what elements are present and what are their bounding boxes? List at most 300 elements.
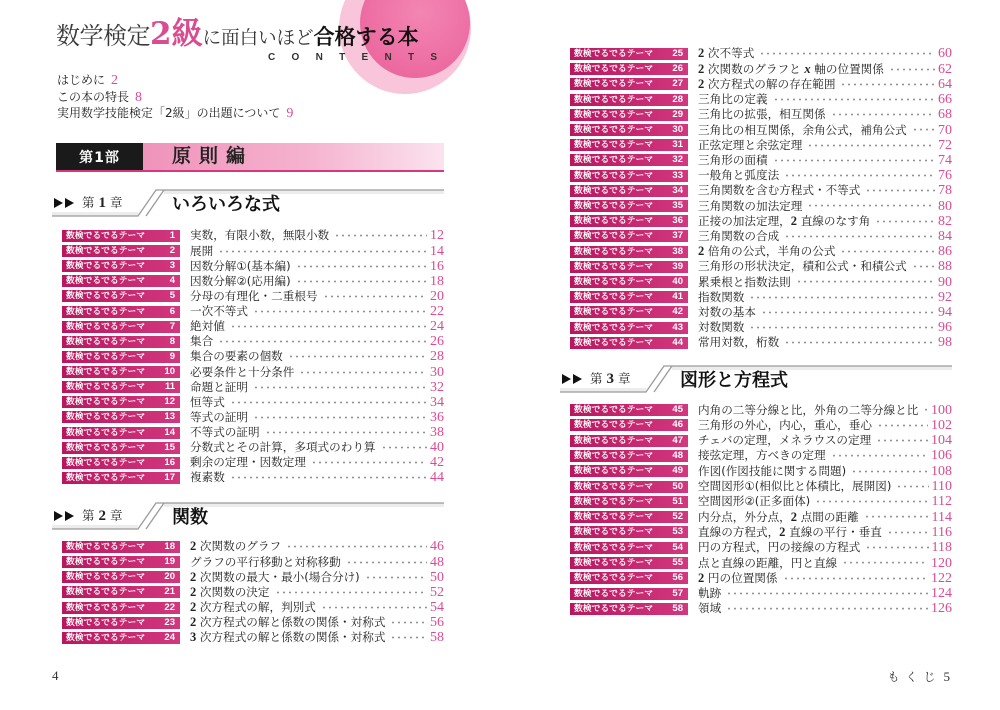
theme-badge-label: 数検でるでるテーマ [66,382,146,393]
theme-badge-label: 数検でるでるテーマ [66,306,146,317]
chapter-prefix: 第 [82,195,95,210]
dot-leader [390,630,427,645]
theme-page-number: 86 [938,244,952,260]
theme-number: 32 [672,154,683,166]
theme-row [62,319,444,334]
theme-page-number: 12 [430,228,444,244]
theme-number: 53 [672,526,683,538]
theme-badge-label: 数検でるでるテーマ [574,573,654,584]
theme-number: 25 [672,47,683,59]
theme-title: 集合 [190,334,214,349]
theme-title: 三角関数の加法定理 [698,198,803,213]
theme-number: 18 [164,540,175,552]
theme-badge-label: 数検でるでるテーマ [574,109,654,120]
theme-badge [570,230,688,242]
front-matter-list [57,72,293,122]
theme-title: 累乗根と指数法則 [698,274,791,289]
theme-title: 2 次関数の最大・最小(場合分け) [190,569,360,584]
theme-page-number: 30 [430,364,444,380]
theme-page-number: 120 [931,555,952,571]
theme-title: 集合の要素の個数 [190,349,283,364]
theme-title: 分母の有理化・二重根号 [190,288,318,303]
theme-number: 35 [672,200,683,212]
theme-row [570,153,952,168]
dot-leader [296,259,427,274]
theme-row [570,509,952,524]
dot-leader [218,334,427,349]
theme-title: 2 次関数のグラフと x 軸の位置関係 [698,61,884,76]
dot-leader [876,433,928,448]
theme-badge-label: 数検でるでるテーマ [66,587,146,598]
theme-number: 56 [672,572,683,584]
theme-title: 恒等式 [190,394,225,409]
theme-page-number: 50 [430,569,444,585]
theme-badge [570,404,688,416]
theme-badge [570,78,688,90]
dot-leader [807,138,935,153]
numeral: 2 [790,213,798,228]
dot-leader [390,615,427,630]
theme-badge-label: 数検でるでるテーマ [574,420,654,431]
double-arrow-icon [65,198,74,208]
theme-row [570,198,952,213]
theme-number: 1 [169,229,175,241]
dot-leader [323,289,427,304]
dot-leader [381,440,427,455]
theme-badge [570,450,688,462]
theme-number: 21 [164,586,175,598]
theme-badge-label: 数検でるでるテーマ [574,64,654,75]
theme-title: 対数の基本 [698,304,756,319]
dot-leader [887,525,929,540]
dot-leader [831,107,935,122]
theme-badge-label: 数検でるでるテーマ [574,185,654,196]
theme-badge-label: 数検でるでるテーマ [574,231,654,242]
theme-title: 三角形の形状決定，積和公式・和積公式 [698,259,907,274]
theme-page-number: 42 [430,455,444,471]
front-matter-page: 8 [135,89,143,105]
theme-badge-label: 数検でるでるテーマ [66,367,146,378]
theme-page-number: 116 [931,524,952,540]
theme-title: 内分点，外分点，2 点間の距離 [698,509,859,524]
theme-number: 5 [169,290,175,302]
theme-badge [62,336,180,348]
dot-leader [875,214,935,229]
chapter-title: いろいろな式 [172,194,280,215]
theme-title: 等式の証明 [190,409,248,424]
theme-badge [62,381,180,393]
theme-title: 2 倍角の公式，半角の公式 [698,244,836,259]
theme-badge [570,215,688,227]
theme-page-number: 56 [430,615,444,631]
theme-row [570,464,952,479]
theme-row [570,244,952,259]
theme-badge [62,306,180,318]
dot-leader [275,585,428,600]
theme-row [62,630,444,645]
theme-title: 三角関数を含む方程式・不等式 [698,183,861,198]
chapter-number: 1 [98,195,107,211]
theme-page-number: 124 [931,586,952,602]
front-matter-item [57,89,293,106]
theme-badge-label: 数検でるでるテーマ [66,632,146,643]
theme-row [570,77,952,92]
theme-row [62,615,444,630]
theme-badge-label: 数検でるでるテーマ [574,337,654,348]
theme-badge [570,337,688,349]
theme-number: 26 [672,63,683,75]
theme-badge-label: 数検でるでるテーマ [574,466,654,477]
theme-title: 接弦定理，方べきの定理 [698,448,826,463]
theme-badge-label: 数検でるでるテーマ [574,307,654,318]
theme-page-number: 22 [430,304,444,320]
theme-page-number: 36 [430,409,444,425]
theme-page-number: 18 [430,273,444,289]
chapter-suffix: 章 [110,195,123,210]
theme-number: 38 [672,245,683,257]
theme-page-number: 60 [938,46,952,62]
dot-leader [831,448,928,463]
dot-leader [912,122,935,137]
dot-leader [299,365,427,380]
theme-title: 因数分解①(基本編) [190,258,291,273]
theme-title: 一次不等式 [190,304,248,319]
theme-badge-label: 数検でるでるテーマ [574,201,654,212]
theme-number: 36 [672,215,683,227]
theme-badge [62,321,180,333]
theme-number: 28 [672,93,683,105]
theme-number: 4 [169,275,175,287]
theme-page-number: 112 [931,494,952,510]
chapter-title: 関数 [172,507,208,528]
dot-leader [286,539,427,554]
theme-page-number: 94 [938,304,952,320]
double-arrow-icon [562,374,571,384]
theme-row [570,259,952,274]
theme-number: 44 [672,336,683,348]
dot-leader [334,228,427,243]
part-title: 原則編 [143,143,444,170]
theme-row [570,525,952,540]
theme-row [570,168,952,183]
theme-badge [570,94,688,106]
theme-row [570,62,952,77]
theme-badge-label: 数検でるでるテーマ [574,277,654,288]
theme-title: 命題と証明 [190,379,248,394]
theme-title: 直線の方程式，2 直線の平行・垂直 [698,524,882,539]
theme-badge [570,465,688,477]
theme-badge [62,396,180,408]
page-footer-right [887,668,950,685]
slash-divider [654,366,672,392]
theme-badge-label: 数検でるでるテーマ [574,216,654,227]
chapter-suffix: 章 [110,508,123,523]
dot-leader [253,410,427,425]
theme-page-number: 70 [938,122,952,138]
numeral: 2 [190,584,197,599]
book-title [56,12,419,56]
theme-badge-label: 数検でるでるテーマ [574,603,654,614]
dot-leader [889,62,935,77]
theme-badge-label: 数検でるでるテーマ [574,79,654,90]
theme-badge-label: 数検でるでるテーマ [66,427,146,438]
numeral: 3 [190,630,197,645]
theme-page-number: 24 [430,319,444,335]
theme-title: 2 次方程式の解の存在範囲 [698,76,836,91]
front-matter-label: この本の特長 [57,89,130,104]
theme-title: 空間図形②(正多面体) [698,494,811,509]
dot-leader [253,304,427,319]
theme-badge [62,556,180,568]
theme-page-number: 28 [430,349,444,365]
theme-badge [570,542,688,554]
dot-leader [253,380,427,395]
theme-row [570,601,952,616]
theme-number: 2 [169,245,175,257]
front-matter-item [57,105,293,122]
theme-row [62,570,444,585]
theme-page-number: 48 [430,554,444,570]
theme-number: 40 [672,276,683,288]
dot-leader [773,153,935,168]
slash-divider [146,503,164,529]
theme-title: 分数式とその計算，多項式のわり算 [190,440,376,455]
theme-title: 内角の二等分線と比，外角の二等分線と比 [698,402,919,417]
theme-page-number: 62 [938,61,952,77]
theme-title: 展開 [190,243,214,258]
theme-title: 作図(作図技能に関する問題) [698,463,847,478]
chapter-heading-1 [52,186,444,222]
theme-title: 領域 [698,601,722,616]
theme-page-number: 46 [430,539,444,555]
double-arrow-icon [573,374,582,384]
theme-badge [570,322,688,334]
theme-title: 必要条件と十分条件 [190,364,295,379]
theme-badge [570,261,688,273]
theme-badge-label: 数検でるでるテーマ [66,442,146,453]
theme-badge [570,200,688,212]
theme-badge [570,557,688,569]
running-head: もくじ [887,670,942,684]
theme-row [570,290,952,305]
dot-leader [807,198,935,213]
theme-number: 10 [164,366,175,378]
numeral: 2 [790,509,798,524]
theme-number: 20 [164,571,175,583]
theme-number: 43 [672,321,683,333]
dot-leader [865,540,928,555]
theme-badge [570,154,688,166]
theme-number: 29 [672,108,683,120]
theme-badge-label: 数検でるでるテーマ [66,557,146,568]
chapter-title: 図形と方程式 [680,370,788,391]
theme-title: 三角関数の合成 [698,228,780,243]
theme-page-number: 102 [931,417,952,433]
theme-page-number: 96 [938,320,952,336]
theme-badge [62,275,180,287]
dot-leader [346,555,427,570]
theme-page-number: 64 [938,76,952,92]
theme-badge-label: 数検でるでるテーマ [66,276,146,287]
theme-title: 正弦定理と余弦定理 [698,137,803,152]
theme-badge-label: 数検でるでるテーマ [66,617,146,628]
theme-title: 三角比の拡張，相互関係 [698,107,826,122]
theme-title: 対数関数 [698,320,745,335]
theme-row [62,334,444,349]
theme-badge [570,588,688,600]
theme-badge-label: 数検でるでるテーマ [66,336,146,347]
theme-row [62,455,444,470]
theme-badge-label: 数検でるでるテーマ [574,496,654,507]
theme-page-number: 58 [430,630,444,646]
theme-badge [570,481,688,493]
chapter-3-theme-list [570,402,952,616]
theme-page-number: 78 [938,183,952,199]
theme-badge [570,170,688,182]
theme-page-number: 40 [430,440,444,456]
title-tail: 合格する本 [313,25,419,49]
theme-number: 7 [169,320,175,332]
theme-row [570,335,952,350]
theme-page-number: 82 [938,213,952,229]
numeral: 2 [698,61,705,76]
theme-row [570,402,952,417]
theme-badge-label: 数検でるでるテーマ [66,472,146,483]
chapter-number: 2 [98,508,107,524]
chapter-2-theme-list [62,539,444,645]
theme-row [570,229,952,244]
part-banner [56,143,444,172]
theme-page-number: 104 [931,433,952,449]
theme-number: 48 [672,449,683,461]
theme-badge-label: 数検でるでるテーマ [574,246,654,257]
theme-number: 6 [169,305,175,317]
front-matter-page: 9 [286,106,294,121]
theme-badge [62,427,180,439]
chapter-1-theme-list [62,228,444,485]
dot-leader [912,259,935,274]
front-matter-label: 実用数学技能検定「2級」の出題について [57,106,281,120]
theme-row [62,289,444,304]
numeral: 2 [698,46,705,61]
numeral: 2 [190,615,197,630]
theme-number: 23 [164,616,175,628]
theme-row [570,571,952,586]
theme-page-number: 110 [931,479,952,495]
theme-title: 三角比の定義 [698,92,768,107]
chapter-label [82,195,123,211]
theme-number: 17 [164,471,175,483]
theme-badge [570,603,688,615]
theme-badge-label: 数検でるでるテーマ [574,261,654,272]
theme-title: 複素数 [190,470,225,485]
theme-row [62,555,444,570]
theme-badge [570,109,688,121]
dot-leader [749,320,935,335]
theme-number: 39 [672,260,683,272]
theme-badge [62,571,180,583]
theme-badge-label: 数検でるでるテーマ [574,292,654,303]
theme-row [570,214,952,229]
dot-leader [749,290,935,305]
theme-title: 2 次方程式の解，判別式 [190,600,316,615]
theme-badge-label: 数検でるでるテーマ [574,322,654,333]
theme-badge [570,185,688,197]
theme-row [62,304,444,319]
theme-badge [62,632,180,644]
dot-leader [218,244,427,259]
theme-row [570,138,952,153]
theme-badge [62,617,180,629]
contents-label: CONTENTS [268,52,454,63]
theme-row [62,274,444,289]
theme-badge [570,139,688,151]
theme-badge [62,260,180,272]
theme-badge [62,366,180,378]
numeral: 2 [190,539,197,554]
theme-row [570,305,952,320]
theme-badge-label: 数検でるでるテーマ [66,412,146,423]
theme-title: 因数分解②(応用編) [190,273,291,288]
theme-number: 27 [672,78,683,90]
theme-badge [62,472,180,484]
front-matter-page: 2 [111,73,119,88]
dot-leader [784,168,935,183]
theme-badge [62,541,180,553]
theme-number: 58 [672,602,683,614]
theme-page-number: 72 [938,137,952,153]
theme-badge-label: 数検でるでるテーマ [574,588,654,599]
page-number-right: 5 [943,669,950,684]
theme-row [570,494,952,509]
theme-title: 三角比の相互関係，余角公式，補角公式 [698,122,907,137]
theme-row [62,440,444,455]
numeral: 2 [190,600,197,615]
theme-page-number: 54 [430,600,444,616]
theme-page-number: 14 [430,243,444,259]
chapter-suffix: 章 [618,371,631,386]
dot-leader [311,455,427,470]
theme-title: 絶対値 [190,319,225,334]
dot-leader [773,92,935,107]
theme-number: 54 [672,541,683,553]
theme-row [62,425,444,440]
theme-title: 指数関数 [698,289,745,304]
theme-page-number: 126 [931,601,952,617]
theme-row [62,539,444,554]
theme-badge [570,572,688,584]
theme-badge [570,276,688,288]
double-arrow-icon [54,511,63,521]
dot-leader [230,319,427,334]
theme-row [62,259,444,274]
theme-row [570,274,952,289]
theme-row [62,349,444,364]
chapter-label [590,371,631,387]
theme-badge-label: 数検でるでるテーマ [574,481,654,492]
theme-badge [62,245,180,257]
theme-page-number: 20 [430,288,444,304]
theme-badge-label: 数検でるでるテーマ [66,291,146,302]
theme-row [62,228,444,243]
theme-number: 11 [164,381,175,393]
theme-row [570,122,952,137]
dot-leader [784,335,935,350]
theme-badge-label: 数検でるでるテーマ [66,457,146,468]
theme-number: 49 [672,465,683,477]
theme-row [570,433,952,448]
theme-title: 剰余の定理・因数定理 [190,455,306,470]
